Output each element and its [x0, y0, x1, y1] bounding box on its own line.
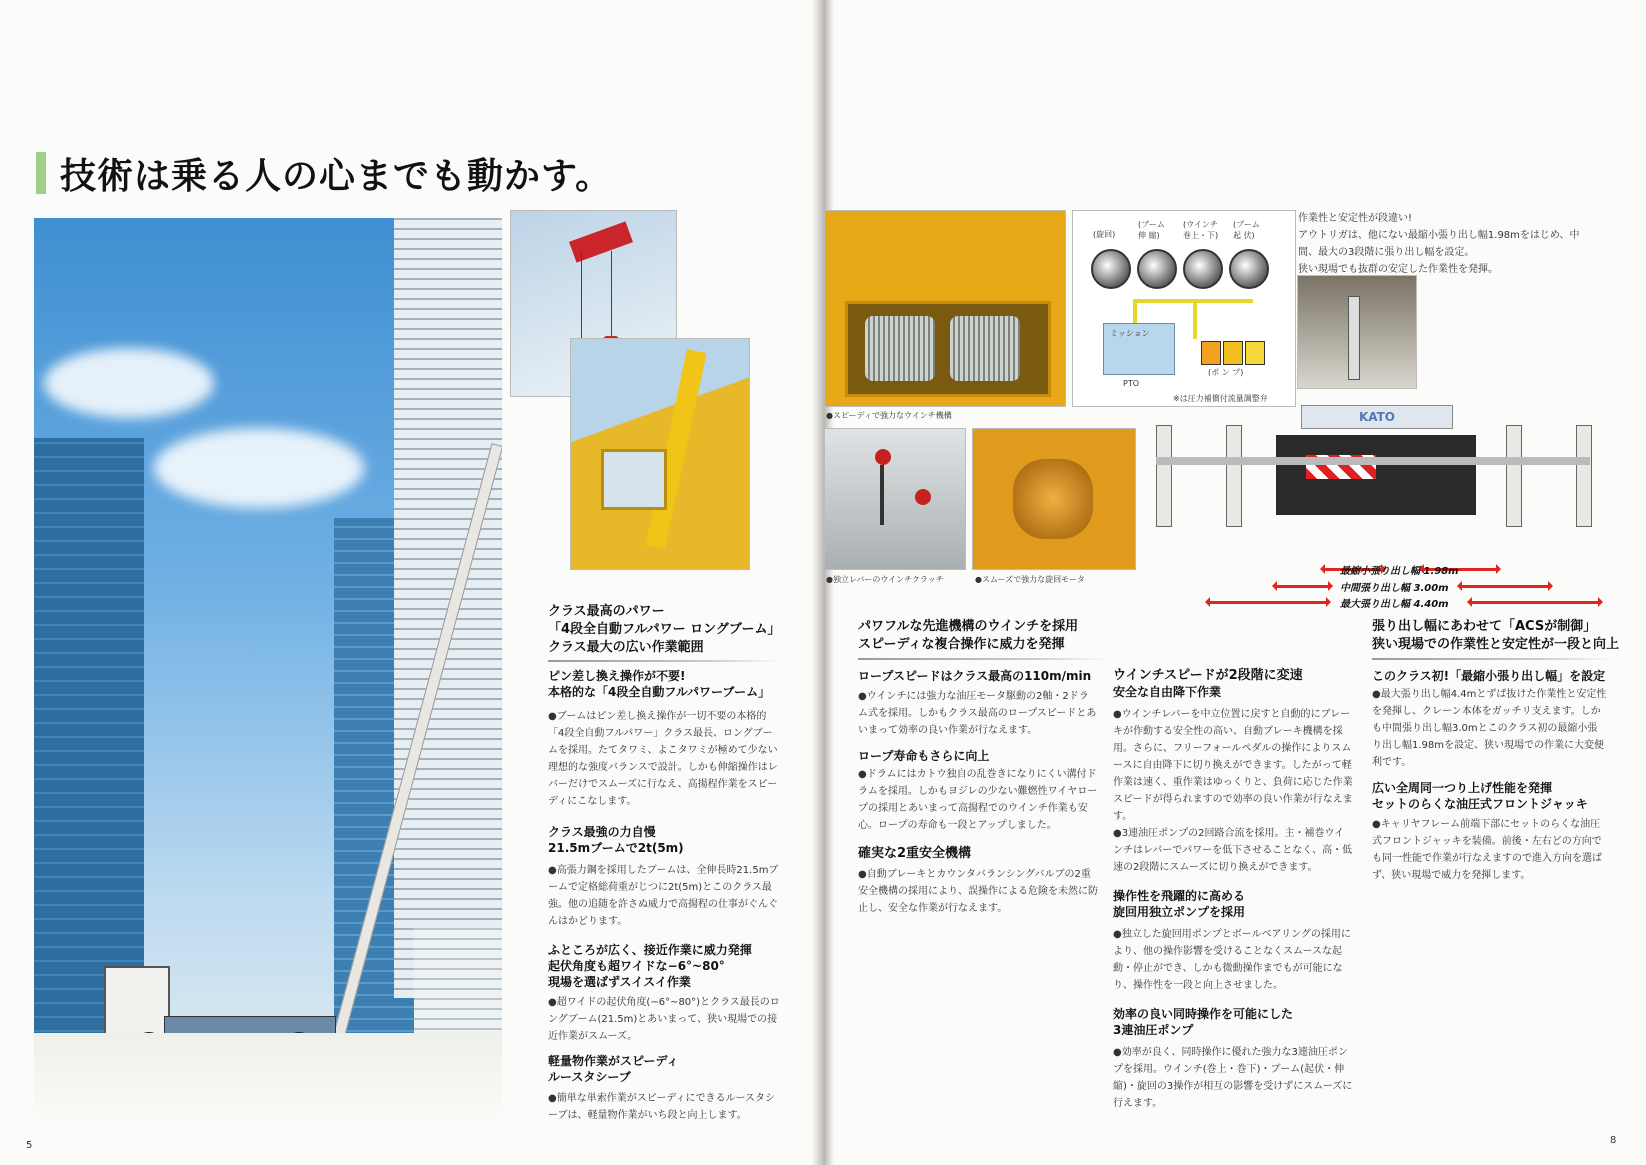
control-knob-icon — [1091, 249, 1131, 289]
wire-rope — [581, 251, 582, 341]
section-title: 確実な2重安全機構 — [858, 846, 972, 861]
cloud-shape — [44, 348, 214, 418]
dimension-label-min — [1340, 562, 1459, 577]
section-title-line: 起伏角度も超ワイドな−6°~80° — [548, 959, 725, 973]
left-heading — [548, 603, 781, 657]
section-title-line: 軽量物作業がスピーディ — [548, 1054, 679, 1068]
lever-shaft — [880, 465, 884, 525]
truck-rear-outrigger-photo — [1146, 395, 1636, 545]
section-title: このクラス初!「最縮小張り出し幅」を設定 — [1372, 669, 1606, 683]
mission-label: ミッション — [1110, 329, 1150, 338]
outrigger-heading — [1372, 618, 1619, 654]
section-title-line: 操作性を飛躍的に高める — [1113, 889, 1246, 903]
section-body: ●ドラムにはカトウ独自の乱巻きになりにくい溝付ドラムを採用。しかもヨジレの少ない難燃性ワイヤロープの採用とあいまって高揚程でのウインチ作業も安心。ロープの寿命も一段とアップしました。 — [858, 769, 1098, 831]
section-title-line: ピン差し換え操作が不要! — [548, 669, 686, 683]
outrigger-heading-line: 張り出し幅にあわせて「ACSが制御」 — [1372, 619, 1597, 634]
hydraulic-diagram — [1072, 210, 1296, 407]
left-page — [0, 0, 820, 1165]
section-body: ●独立した旋回用ポンプとボールベアリングの採用により、他の操作影響を受けることなくスムースな起動・停止ができ、しかも微動操作までもが可能になり、操作性を一段と向上させました。 — [1113, 929, 1351, 991]
winch-heading-line: スピーディな複合操作に威力を発揮 — [858, 637, 1065, 652]
section-title-line: ウインチスピードが2段階に変速 — [1113, 668, 1303, 683]
left-heading-line: クラス最高のパワー — [548, 604, 665, 619]
operator-cab-photo — [570, 338, 750, 570]
dimension-text: 最縮小張り出し幅 — [1340, 566, 1420, 577]
crane-city-photo — [34, 218, 502, 1123]
pto-label: PTO — [1123, 379, 1140, 388]
truck-brand-plate: KATO — [1301, 405, 1453, 429]
lever-caption: ●独立レバーのウインチクラッチ — [826, 575, 944, 584]
section-body: ●効率が良く、同時操作に優れた強力な3連油圧ポンプを採用。ウインチ(巻上・巻下)・ブーム(起伏・伸縮)・旋回の3操作が相互の影響を受けずにスムーズに行えます。 — [1113, 1047, 1353, 1109]
section-title-line: セットのらくな油圧式フロントジャッキ — [1372, 797, 1588, 811]
section-title-line: 21.5mブームで2t(5m) — [548, 841, 684, 855]
dimension-value: 3.00m — [1413, 583, 1449, 594]
intro-line: 作業性と安定性が段違い! — [1298, 213, 1413, 224]
winch-drum — [950, 316, 1020, 381]
winch-heading — [858, 618, 1078, 654]
diagram-label: (ウインチ 巻上・下) — [1183, 220, 1219, 240]
section-title-line: 本格的な「4段全自動フルパワーブーム」 — [548, 685, 771, 699]
intro-line: 狭い現場でも抜群の安定した作業性を発揮。 — [1298, 264, 1498, 275]
dimension-arrow-max — [1208, 601, 1328, 604]
section-title-line: 安全な自由降下作業 — [1113, 685, 1222, 699]
dimension-arrow-max — [1470, 601, 1600, 604]
section-body: ●超ワイドの起伏角度(−6°~80°)とクラス最長のロングブーム(21.5m)とあいまって、狭い現場での接近作業がスムーズ。 — [548, 997, 780, 1042]
cloud-shape — [154, 428, 364, 508]
diagram-label: (ブーム 伸 縮) — [1138, 220, 1165, 240]
winch-caption: ●スピーディで強力なウインチ機構 — [826, 411, 952, 420]
section-title — [548, 942, 752, 990]
control-knob-icon — [1137, 249, 1177, 289]
headline-accent-bar — [36, 152, 46, 194]
pto-box — [1103, 323, 1175, 375]
outrigger-jack-photo — [1297, 275, 1417, 389]
motor-body — [1013, 459, 1093, 539]
lever-knob — [915, 489, 931, 505]
page-headline — [36, 150, 612, 196]
section-title-line: ルースタシーブ — [548, 1070, 631, 1084]
section-title-line: 3連油圧ポンプ — [1113, 1023, 1194, 1037]
winch-heading-line: パワフルな先進機構のウインチを採用 — [858, 619, 1079, 634]
winch-lever-photo — [824, 428, 966, 570]
control-knob-icon — [1229, 249, 1269, 289]
section-rule — [858, 658, 1108, 660]
diagram-label: (旋回) — [1093, 230, 1116, 239]
section-title-line: ふところが広く、接近作業に威力発揮 — [548, 943, 752, 957]
section-body: ●高張力鋼を採用したブームは、全伸長時21.5mブームで定格総荷重がじつに2t(5m)とこのクラス最強。他の追随を許さぬ威力で高揚程の仕事がぐんぐんはかどります。 — [548, 865, 779, 927]
diagram-note: ※は圧力補償付流量調整弁 — [1173, 394, 1268, 403]
dimension-label-max — [1340, 595, 1449, 610]
swing-motor-photo — [972, 428, 1136, 570]
intro-line: アウトリガは、他にない最縮小張り出し幅1.98mをはじめ、中間、最大の3段階に張り出し幅を設定。 — [1298, 230, 1580, 258]
section-title — [548, 1053, 679, 1085]
section-body: ●ブームはピン差し換え操作が一切不要の本格的「4段全自動フルパワー」クラス最長、ロングブームを採用。たてタワミ、よこタワミが極めて少ない理想的な強度バランスで設計。しかも伸縮操作はレバーだけでスムーズに行なえ、高揚程作業をスピーディにこなします。 — [548, 711, 778, 807]
dimension-label-mid — [1340, 579, 1449, 594]
wire-rope — [611, 251, 612, 341]
section-title-line: クラス最強の力自慢 — [548, 825, 656, 839]
headline-text: 技術は乗る人の心までも動かす。 — [60, 155, 613, 197]
section-title — [548, 668, 770, 700]
dimension-value: 4.40m — [1413, 599, 1449, 610]
outrigger-heading-line: 狭い現場での作業性と安定性が一段と向上 — [1372, 637, 1620, 652]
control-knob-icon — [1183, 249, 1223, 289]
section-rule — [548, 660, 780, 662]
winch-drum — [865, 316, 935, 381]
outrigger-leg — [1576, 425, 1592, 527]
section-title-line: 広い全周同一つり上げ性能を発揮 — [1372, 781, 1553, 795]
section-title-line: 効率の良い同時操作を可能にした — [1113, 1007, 1294, 1021]
section-body: ●ウインチには強力な油圧モータ駆動の2軸・2ドラム式を採用。しかもクラス最高のロープスピードとあいまって効率の良い作業が行なえます。 — [858, 691, 1097, 736]
winch-photo — [824, 210, 1066, 407]
dimension-text: 中間張り出し幅 — [1340, 583, 1410, 594]
dimension-arrow-mid — [1460, 585, 1550, 588]
dimension-value: 1.98m — [1423, 566, 1459, 577]
outrigger-intro — [1298, 210, 1598, 278]
section-body: ●簡単な単索作業がスピーディにできるルースタシーブは、軽量物作業がいち段と向上します。 — [548, 1093, 776, 1121]
section-body: ●キャリヤフレーム前端下部にセットのらくな油圧式フロントジャッキを装備。前後・左右どの方向でも同一性能で作業が行なえますので進入方向を選ばず、狭い現場で威力を発揮します。 — [1372, 819, 1602, 881]
outrigger-leg — [1156, 425, 1172, 527]
section-title-line: 旋回用独立ポンプを採用 — [1113, 905, 1246, 919]
section-title — [1113, 1006, 1293, 1038]
hydraulic-line — [1193, 299, 1197, 339]
page-number-left: 5 — [26, 1140, 33, 1151]
motor-caption: ●スムーズで強力な旋回モータ — [975, 575, 1085, 584]
section-title: ロープ寿命もさらに向上 — [858, 749, 990, 763]
page-number-right: 8 — [1610, 1135, 1617, 1146]
lever-knob — [875, 449, 891, 465]
pump-block — [1245, 341, 1265, 365]
jack-leg — [1348, 296, 1360, 380]
section-body: ●ウインチレバーを中立位置に戻すと自動的にブレーキが作動する安全性の高い、自動ブレーキ機構を採用。さらに、フリーフォールペダルの操作によりスムースに自由降下に切り換えができます。したがって軽作業は速く、重作業はゆっくりと、負荷に応じた作業スピードが得られますので効率の良い作業が行なえます。 ●3連油圧ポンプの2回路合流を採用。主・補巻ウインチはレバーでパワーを低下させることなく、高・低速の2段階にスムーズに切り換えができます。 — [1113, 709, 1353, 873]
dimension-text: 最大張り出し幅 — [1340, 599, 1410, 610]
section-title — [548, 824, 684, 856]
outrigger-leg — [1226, 425, 1242, 527]
left-heading-line: クラス最大の広い作業範囲 — [548, 640, 704, 655]
section-title: ロープスピードはクラス最高の110m/min — [858, 669, 1092, 683]
section-title — [1113, 668, 1303, 700]
building-low — [414, 928, 502, 1048]
section-body: ●最大張り出し幅4.4mとずば抜けた作業性と安定性を発揮し、クレーン本体をガッチリ支えます。しかも中間張り出し幅3.0mとこのクラス初の最縮小張り出し幅1.98mを設定、狭い現場での作業に大変便利です。 — [1372, 689, 1607, 768]
boom-head — [569, 221, 633, 262]
cab-window — [601, 449, 667, 510]
outrigger-leg — [1506, 425, 1522, 527]
section-title — [1113, 888, 1245, 920]
section-body: ●自動ブレーキとカウンタバランシングバルブの2重安全機構の採用により、誤操作による危険を未然に防止し、安全な作業が行なえます。 — [858, 869, 1098, 914]
outrigger-beam — [1156, 457, 1590, 465]
section-title-line: 現場を選ばずスイスイ作業 — [548, 975, 691, 989]
pump-block — [1201, 341, 1221, 365]
left-heading-line: 「4段全自動フルパワー ロングブーム」 — [548, 622, 781, 637]
section-title — [1372, 780, 1588, 812]
pump-label: (ポ ン プ) — [1208, 368, 1244, 377]
pump-block — [1223, 341, 1243, 365]
ground-fade — [34, 1033, 502, 1123]
dimension-arrow-mid — [1275, 585, 1330, 588]
diagram-label: (ブーム 起 伏) — [1233, 220, 1260, 240]
section-rule — [1372, 658, 1612, 660]
